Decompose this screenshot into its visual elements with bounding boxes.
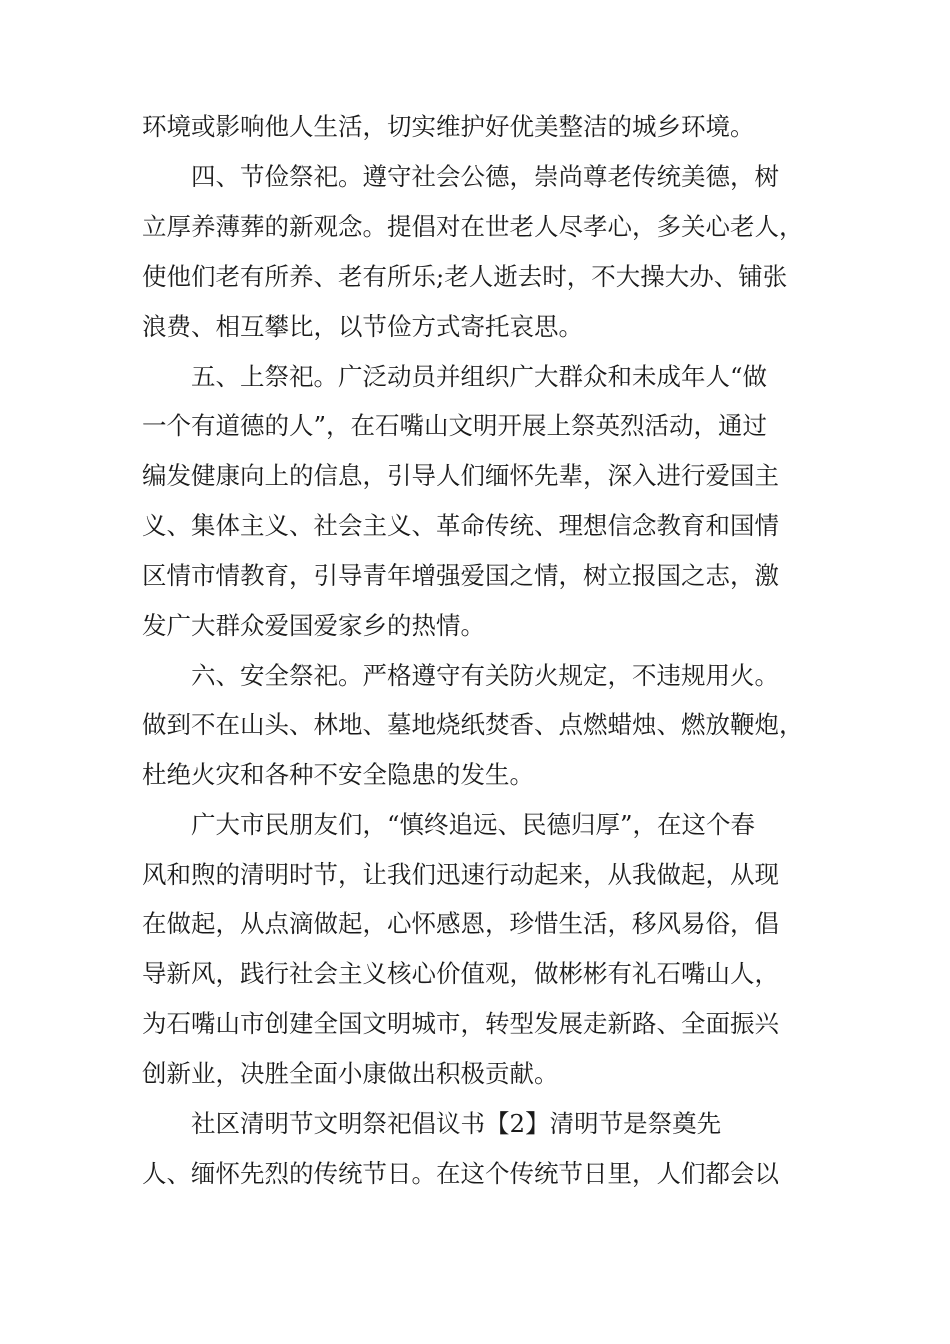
text-line-2: 四、节俭祭祀。遵守社会公德，崇尚尊老传统美德，树 bbox=[142, 162, 779, 191]
text-line-4: 使他们老有所养、老有所乐;老人逝去时，不大操大办、铺张 bbox=[142, 262, 788, 291]
text-line-21: 社区清明节文明祭祀倡议书【2】清明节是祭奠先 bbox=[142, 1109, 722, 1138]
text-line-1: 环境或影响他人生活，切实维护好优美整洁的城乡环境。 bbox=[142, 112, 755, 141]
text-line-12: 六、安全祭祀。严格遵守有关防火规定，不违规用火。 bbox=[142, 661, 779, 690]
text-line-18: 导新风，践行社会主义核心价值观，做彬彬有礼石嘴山人， bbox=[142, 959, 779, 988]
text-line-15: 广大市民朋友们，“慎终追远、民德归厚”，在这个春 bbox=[142, 810, 756, 839]
text-line-11: 发广大群众爱国爱家乡的热情。 bbox=[142, 611, 485, 640]
text-line-20: 创新业，决胜全面小康做出积极贡献。 bbox=[142, 1059, 559, 1088]
text-line-13: 做到不在山头、林地、墓地烧纸焚香、点燃蜡烛、燃放鞭炮， bbox=[142, 710, 804, 739]
text-line-3: 立厚养薄葬的新观念。提倡对在世老人尽孝心，多关心老人， bbox=[142, 212, 804, 241]
text-line-22: 人、缅怀先烈的传统节日。在这个传统节日里，人们都会以 bbox=[142, 1159, 779, 1188]
text-line-7: 一个有道德的人”，在石嘴山文明开展上祭英烈活动，通过 bbox=[142, 411, 768, 440]
text-line-14: 杜绝火灾和各种不安全隐患的发生。 bbox=[142, 760, 534, 789]
text-line-17: 在做起，从点滴做起，心怀感恩，珍惜生活，移风易俗，倡 bbox=[142, 909, 779, 938]
text-line-9: 义、集体主义、社会主义、革命传统、理想信念教育和国情 bbox=[142, 511, 779, 540]
text-line-6: 五、上祭祀。广泛动员并组织广大群众和未成年人“做 bbox=[142, 362, 768, 391]
text-line-8: 编发健康向上的信息，引导人们缅怀先辈，深入进行爱国主 bbox=[142, 461, 779, 490]
text-line-19: 为石嘴山市创建全国文明城市，转型发展走新路、全面振兴 bbox=[142, 1009, 779, 1038]
text-line-5: 浪费、相互攀比，以节俭方式寄托哀思。 bbox=[142, 312, 583, 341]
text-line-10: 区情市情教育，引导青年增强爱国之情，树立报国之志，激 bbox=[142, 561, 779, 590]
text-line-16: 风和煦的清明时节，让我们迅速行动起来，从我做起，从现 bbox=[142, 860, 779, 889]
